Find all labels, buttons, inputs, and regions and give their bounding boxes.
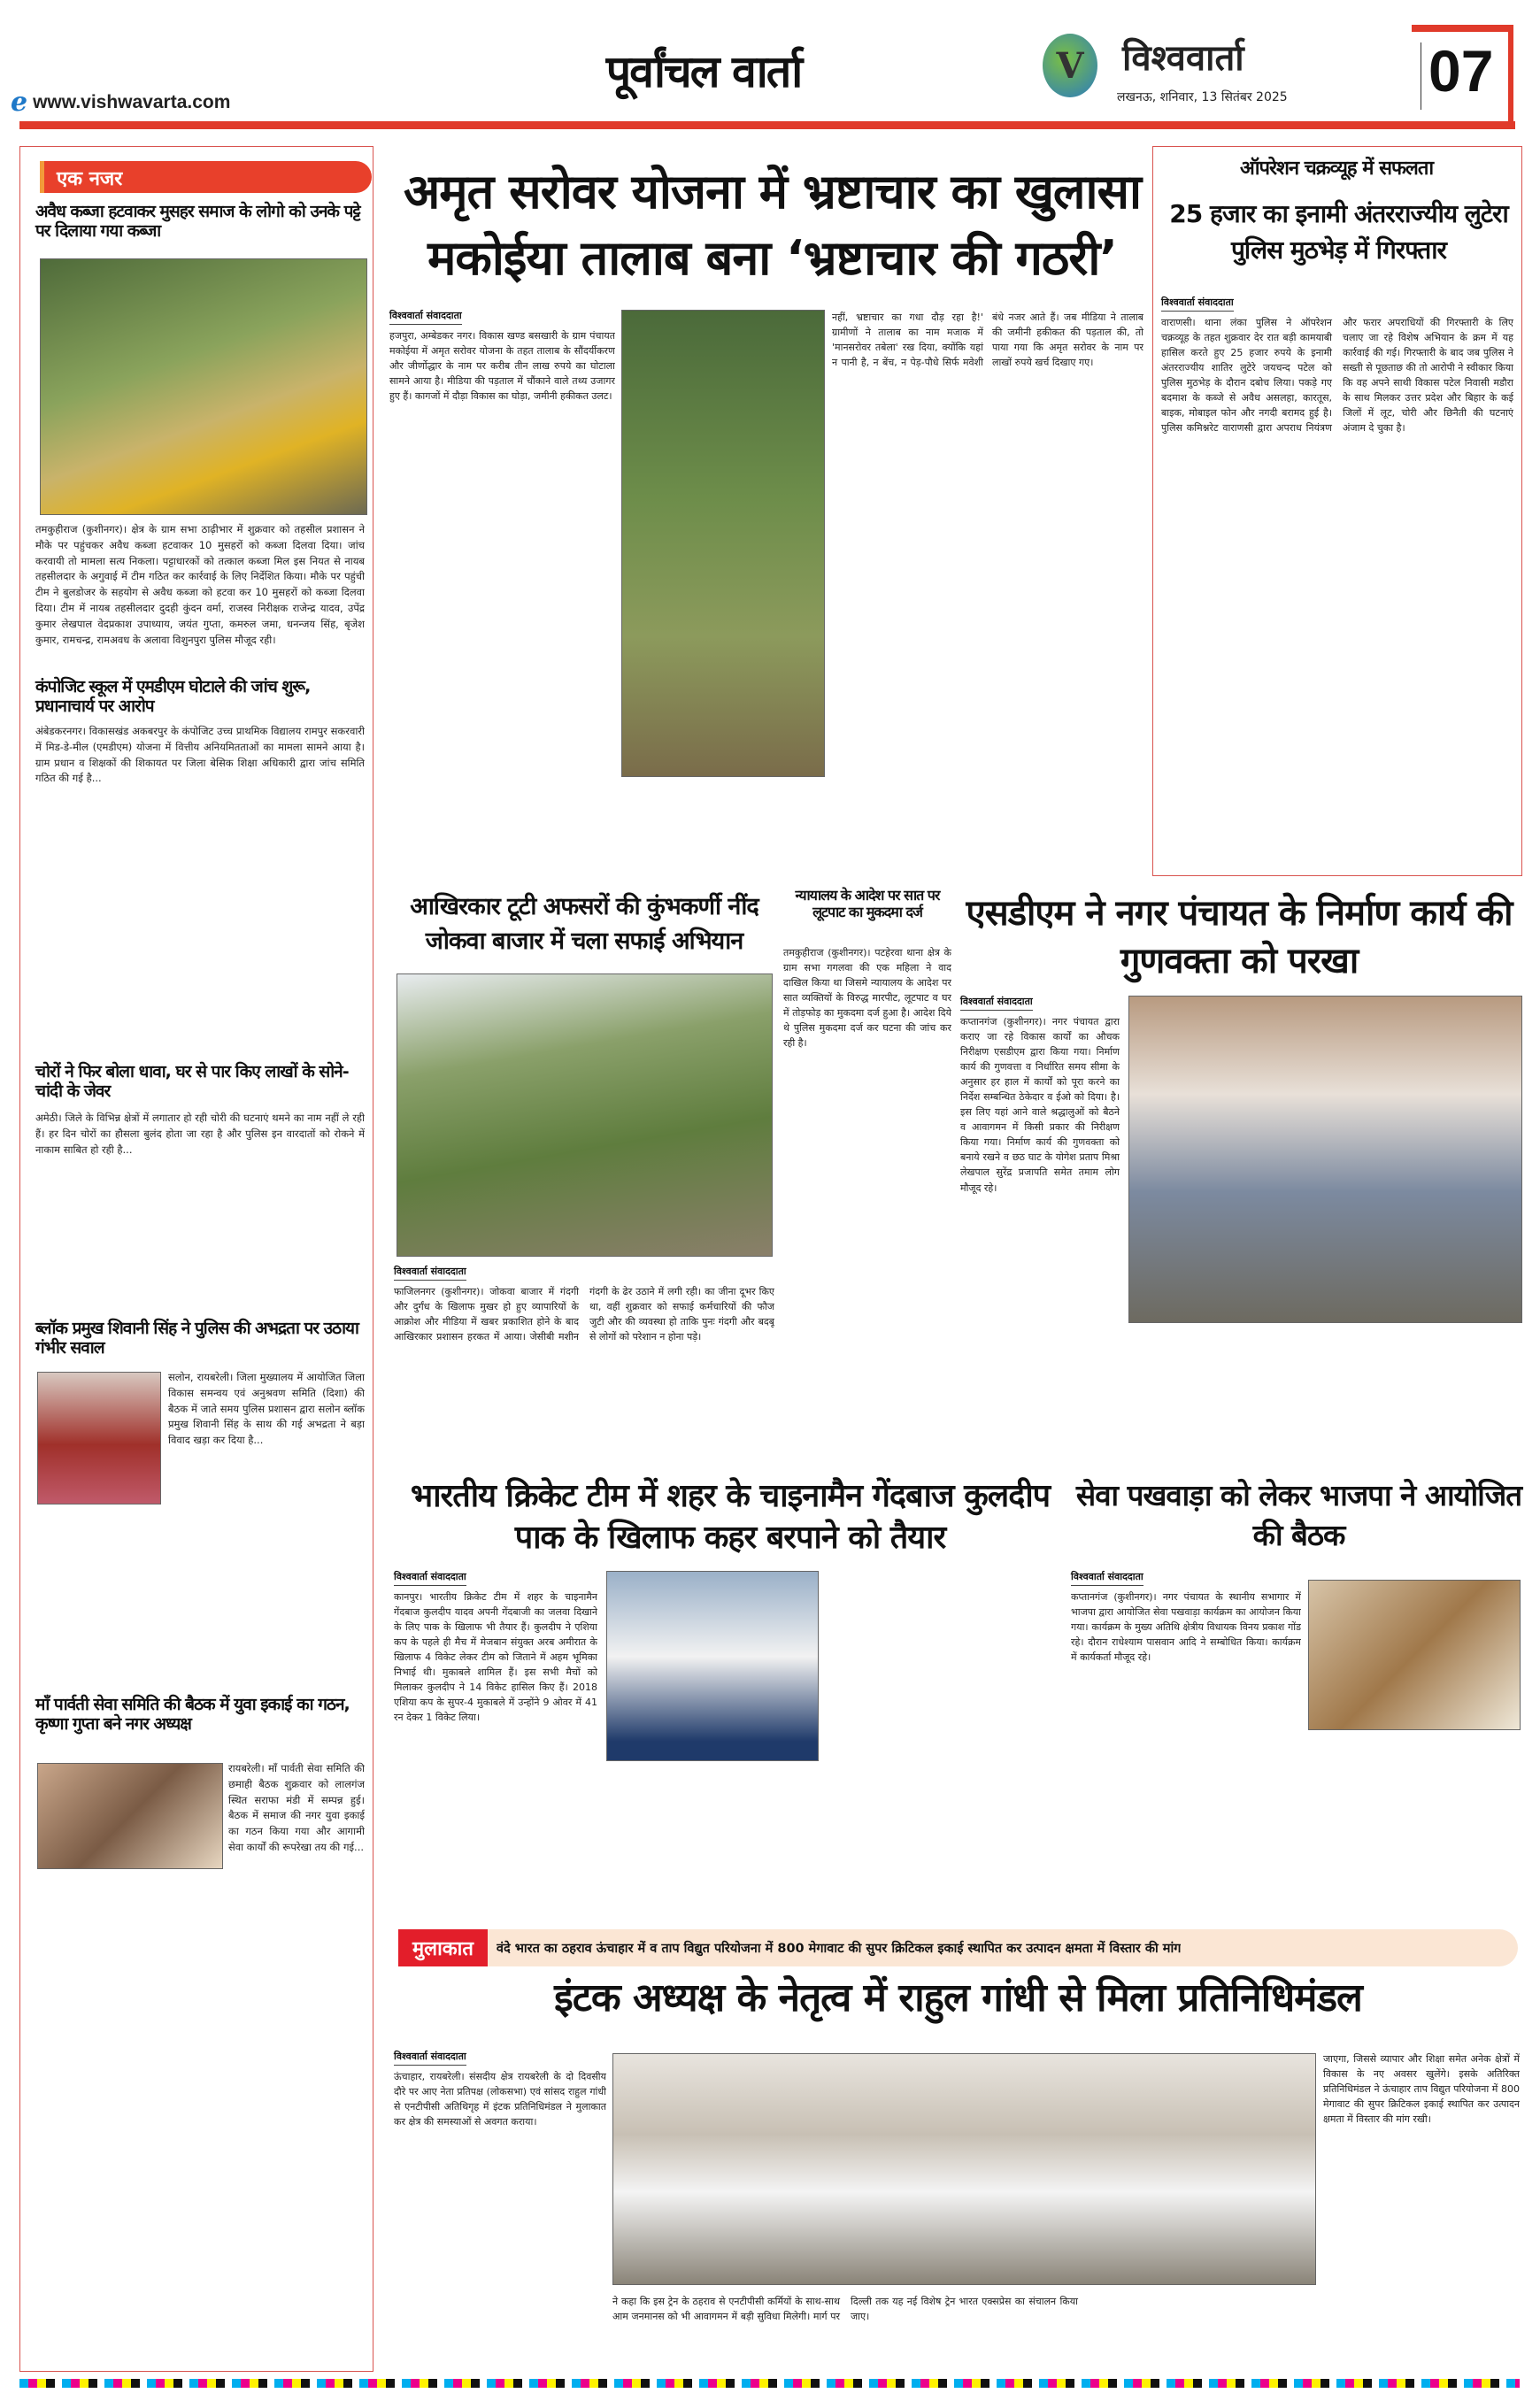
left-headline-5: माँ पार्वती सेवा समिति की बैठक में युवा इकाई का गठन, कृष्णा गुप्ता बने नगर अध्यक्ष [35,1695,350,1735]
lead-headline: अमृत सरोवर योजना में भ्रष्टाचार का खुलासा मकोईया तालाब बना ‘भ्रष्टाचार की गठरी’ [404,164,1141,286]
bjp-meeting-photo [1308,1580,1521,1730]
mulakat-banner [398,1929,1518,1966]
samiti-meeting-photo [37,1763,223,1869]
header-rule [19,121,1515,129]
left-body-5: रायबरेली। माँ पार्वती सेवा समिति की छमाही बैठक शुक्रवार को लालगंज स्थित सराफा मंडी में सम्पन्न हुई। बैठक में समाज की नगर युवा इकाई का गठन किया गया और आगामी सेवा कार्यों की रूपरेखा तय की गई... [228,1762,365,1854]
left-body-3: अमेठी। जिले के विभिन्न क्षेत्रों में लगातार हो रही चोरी की घटनाएं थमने का नाम नहीं ले रही हैं। हर दिन चोरों का हौसला बुलंद होता जा रहा है और पुलिस इन वारदातों को रोकने में नाकाम साबित हो रही है... [35,1112,365,1156]
page-number: 07 [1428,38,1494,104]
seva-byline: विश्ववार्ता संवाददाता [1071,1570,1143,1586]
safai-headline: आखिरकार टूटी अफसरों की कुंभकर्णी नींद जोकवा बाजार में चला सफाई अभियान [410,893,758,956]
registration-strip [19,2379,1520,2388]
sdm-headline: एसडीएम ने नगर पंचायत के निर्माण कार्य की गुणवक्ता को परखा [966,893,1513,981]
cricket-body: कानपुर। भारतीय क्रिकेट टीम में शहर के चाइनामैन गेंदबाज कुलदीप यादव अपनी गेंदबाजी का जलवा दिखाने के लिए पाक के खिलाफ भी तैयार हैं। कुलदीप ने एशिया कप के पहले ही मैच में मेजबान संयुक्त अरब अमीरात के खिलाफ 4 विकेट लेकर टीम को जिताने में अहम भूमिका निभाई थी। मुकाबले शामिल हैं। इस सभी मैचों को मिलाकर कुलदीप ने 14 विकेट हासिल किए हैं। 2018 एशिया कप के सुपर-4 मुकाबले में उन्होंने 9 ओवर में 41 रन देकर 1 विकेट लिया। [394,1591,597,1724]
safai-byline: विश्ववार्ता संवाददाता [394,1265,466,1281]
brand-logo-icon: V [1043,34,1097,97]
mulakat-body-1: ऊंचाहार, रायबरेली। संसदीय क्षेत्र रायबरेली के दो दिवसीय दौरे पर आए नेता प्रतिपक्ष (लोकसभा) एवं सांसद राहुल गांधी से एनटीपीसी अतिथिगृह में इंटक प्रतिनिधिमंडल ने मुलाकात कर क्षेत्र की समस्याओं से अवगत कराया। [394,2071,606,2128]
lead-body-2: नहीं, भ्रष्टाचार का गधा दौड़ रहा है!' ग्रामीणों ने तालाब का नाम मजाक में 'मानसरोवर तबेला' रख दिया, क्योंकि यहां न पानी है, न बेंच, न पेड़-पौधे सिर्फ मवेशी बंधे नजर आते हैं। जब मीडिया ने तालाब की जमीनी हकीकत की पड़ताल की, तो पाया गया कि अमृत सरोवर के नाम पर लाखों रुपये खर्च दिखाए गए। [832,312,1143,369]
right-headline: 25 हजार का इनामी अंतरराज्यीय लुटेरा पुलिस मुठभेड़ में गिरफ्तार [1169,199,1508,265]
seva-headline: सेवा पखवाड़ा को लेकर भाजपा ने आयोजित की बैठक [1075,1478,1522,1552]
left-headline-4: ब्लॉक प्रमुख शिवानी सिंह ने पुलिस की अभद्रता पर उठाया गंभीर सवाल [35,1319,358,1358]
left-body-4: सलोन, रायबरेली। जिला मुख्यालय में आयोजित जिला विकास समन्वय एवं अनुश्रवण समिति (दिशा) की बैठक में जाते समय पुलिस प्रशासन द्वारा सलोन ब्लॉक प्रमुख शिवानी सिंह के साथ की गई अभद्रता ने बड़ा विवाद खड़ा कर दिया है... [168,1371,365,1447]
bulldozer-photo [40,258,367,515]
shivani-singh-photo [37,1372,161,1504]
lead-byline: विश्ववार्ता संवाददाता [389,309,462,325]
mulakat-headline: इंटक अध्यक्ष के नेतृत्व में राहुल गांधी से मिला प्रतिनिधिमंडल [554,1975,1362,2020]
right-kicker: ऑपरेशन चक्रव्यूह में सफलता [1239,158,1434,180]
mulakat-byline: विश्ववार्ता संवाददाता [394,2050,466,2066]
website-link[interactable]: e www.vishwavarta.com [11,87,231,118]
kuldeep-photo [606,1571,819,1761]
right-body: वाराणसी। थाना लंका पुलिस ने ऑपरेशन चक्रव्यूह के तहत शुक्रवार देर रात बड़ी कामयाबी हासिल करते हुए 25 हजार रुपये के इनामी अंतरराज्यीय शातिर लुटेरे जयचन्द पटेल को पुलिस मुठभेड़ के दौरान दबोच लिया। पकड़े गए बदमाश के कब्जे से अवैध असलहा, कारतूस, बाइक, मोबाइल फोन और नगदी बरामद हुई है। पुलिस कमिश्नरेट वाराणसी द्वारा अपराध नियंत्रण और फरार अपराधियों की गिरफ्तारी के लिए चलाए जा रहे विशेष अभियान के क्रम में यह कार्रवाई की गई। गिरफ्तारी के बाद जब पुलिस ने सख्ती से पूछताछ की तो आरोपी ने स्वीकार किया कि वह अपने साथी विकास पटेल निवासी मडौरा के साथ मिलकर उत्तर प्रदेश और बिहार के कई जिलों में लूट, चोरी और छिनैती की घटनाएं अंजाम दे चुका है। [1161,317,1513,435]
left-headline-3: चोरों ने फिर बोला धावा, घर से पार किए लाखों के सोने-चांदी के जेवर [35,1062,349,1102]
mulakat-tag: मुलाकात [398,1929,488,1966]
section-title: पूर्वांचल वार्ता [605,46,802,97]
court-body: तमकुहीराज (कुशीनगर)। पटहेरवा थाना क्षेत्र के ग्राम सभा गगलवा की एक महिला ने वाद दाखिल किया था जिसमे न्यायालय के आदेश पर सात व्यक्तियों के विरुद्ध मारपीट, लूटपाट व घर में तोड़फोड़ का मुकदमा दर्ज हुआ है। आदेश दिये थे पुलिस मुकदमा दर्ज कर घटना की जांच कर रही है। [783,947,951,1050]
mulakat-body-2: जाएगा, जिससे व्यापार और शिक्षा समेत अनेक क्षेत्रों में विकास के नए अवसर खुलेंगे। इसके अतिरिक्त प्रतिनिधिमंडल ने ऊंचाहार ताप विद्युत परियोजना में 800 मेगावाट की सुपर क्रिटिकल इकाई स्थापित कर उत्पादन क्षमता में विस्तार की मांग रखी। [1323,2053,1520,2126]
cricket-headline: भारतीय क्रिकेट टीम में शहर के चाइनामैन गेंदबाज कुलदीप पाक के खिलाफ कहर बरपाने को तैयार [410,1478,1051,1556]
sdm-inspection-photo [1128,996,1522,1323]
right-byline: विश्ववार्ता संवाददाता [1161,296,1234,312]
browser-e-icon: e [11,87,28,118]
lead-body-1: हजपुरा, अम्बेडकर नगर। विकास खण्ड बसखारी के ग्राम पंचायत मकोईया में अमृत सरोवर योजना के तहत तालाब के सौंदर्यीकरण और जीर्णोद्धार के नाम पर करीब तीन लाख रुपये का घोटाला सामने आया है। मीडिया की पड़ताल में चौंकाने वाले तथ्य उजागर हुए हैं। कागजों में दौड़ा विकास का घोड़ा, जमीनी हकीकत उलट। [389,330,615,403]
sdm-byline: विश्ववार्ता संवाददाता [960,995,1033,1011]
left-headline-1: अवैध कब्जा हटवाकर मुसहर समाज के लोगो को उनके पट्टे पर दिलाया गया कब्जा [35,202,360,242]
left-headline-2: कंपोजिट स्कूल में एमडीएम घोटाले की जांच शुरू, प्रधानाचार्य पर आरोप [35,677,311,717]
sdm-body: कप्तानगंज (कुशीनगर)। नगर पंचायत द्वारा कराए जा रहे विकास कार्यों का औचक निरीक्षण एसडीएम द्वारा किया गया। निर्माण कार्य की गुणवत्ता व निर्धारित समय सीमा के अनुसार हर हाल में कार्यों को पूरा करने का निर्देश सम्बन्धित ठेकेदार व ईओ को दिया। है। इस लिए यहां आने वाले श्रद्धालुओं को बैठने व आवागमन में किसी प्रकार की निरीक्षण किया गया। निर्माण कार्य की गुणवक्ता को बनाये रखने व छठ घाट के योगेश प्रताप मिश्रा लेखपाल सुरेंद्र प्रजापति समेत तमाम लोग मौजूद रहे। [960,1016,1120,1194]
seva-body: कप्तानगंज (कुशीनगर)। नगर पंचायत के स्थानीय सभागार में भाजपा द्वारा आयोजित सेवा पखवाड़ा कार्यक्रम का आयोजन किया गया। कार्यक्रम के मुख्य अतिथि क्षेत्रीय विधायक विनय प्रकाश गोंड रहे। दौरान राधेश्याम पासवान आदि ने सम्बोधित किया। कार्यक्रम में कार्यकर्ता मौजूद रहे। [1071,1591,1301,1664]
cricket-byline: विश्ववार्ता संवाददाता [394,1570,466,1586]
brand-name: विश्ववार्ता [1122,38,1244,79]
left-body-1: तमकुहीराज (कुशीनगर)। क्षेत्र के ग्राम सभा ठाढ़ीभार में शुक्रवार को तहसील प्रशासन ने मौके पर पहुंचकर अवैध कब्जा हटवाकर 10 मुसहरों को कब्जा दिलवा दिया। जांच करवायी तो मामला सत्य निकला। पट्टाधारकों को तत्काल कब्जा मिल इस नियत से नायब तहसीलदार के अगुवाई में टीम गठित कर कार्रवाई के लिए निर्देशित किया। मौके पर पहुंची टीम ने बुलडोजर के सहयोग से अवैध कब्जा को हटवा कर 10 मुसहरों को कब्जा दिलवा दिया। टीम में नायब तहसीलदार दुदही कुंदन वर्मा, राजस्व निरीक्षक राजेन्द्र यादव, उपेंद्र कुमार लेखपाल वेदप्रकाश उपाध्याय, जयंत गुप्ता, कमरुल जमा, धनन्जय सिंह, बृजेश कुमार, रामचन्द्र, रामअवध के अलावा विशुनपुरा पुलिस मौजूद रही। [35,523,365,646]
left-body-2: अंबेडकरनगर। विकासखंड अकबरपुर के कंपोजिट उच्च प्राथमिक विद्यालय रामपुर सकरवारी में मिड-डे-मील (एमडीएम) योजना में वित्तीय अनियमितताओं का मामला सामने आया है। ग्राम प्रधान व शिक्षकों की शिकायत पर जिला बेसिक शिक्षा अधिकारी द्वारा जांच समिति गठित की गई है... [35,725,365,785]
mulakat-banner-text: वंदे भारत का ठहराव ऊंचाहार में व ताप विद्युत परियोजना में 800 मेगावाट की सुपर क्रिटिकल इकाई स्थापित कर उत्पादन क्षमता में विस्तार की मांग [496,1942,1182,1956]
pond-photo [621,310,825,777]
mulakat-body-3: ने कहा कि इस ट्रेन के ठहराव से एनटीपीसी कर्मियों के साथ-साथ आम जनमानस को भी आवागमन में बड़ी सुविधा मिलेगी। मार्ग पर दिल्ली तक यह नई विशेष ट्रेन भारत एक्सप्रेस का संचालन किया जाए। [612,2296,1078,2323]
safai-body: फाजिलनगर (कुशीनगर)। जोकवा बाजार में गंदगी और दुर्गंध के खिलाफ मुखर हो हुए व्यापारियों के आक्रोश और मीडिया में खबर प्रकाशित होने के बाद आखिरकार प्रशासन हरकत में आया। जेसीबी मशीन गंदगी के ढेर उठाने में लगी रही। का जीना दूभर किए था, वहीं शुक्रवार को सफाई कर्मचारियों की फौज जुटी और की व्यवस्था हो ताकि पुनः गंदगी और बदबू से लोगों को परेशान न होना पड़े। [394,1286,774,1343]
dateline: लखनऊ, शनिवार, 13 सितंबर 2025 [1117,90,1288,104]
court-headline: न्यायालय के आदेश पर सात पर लूटपाट का मुकदमा दर्ज [795,887,940,920]
ek-nazar-tag: एक नजर [40,161,372,193]
rahul-gandhi-meeting-photo [612,2053,1316,2285]
jokwa-market-photo [397,973,773,1257]
